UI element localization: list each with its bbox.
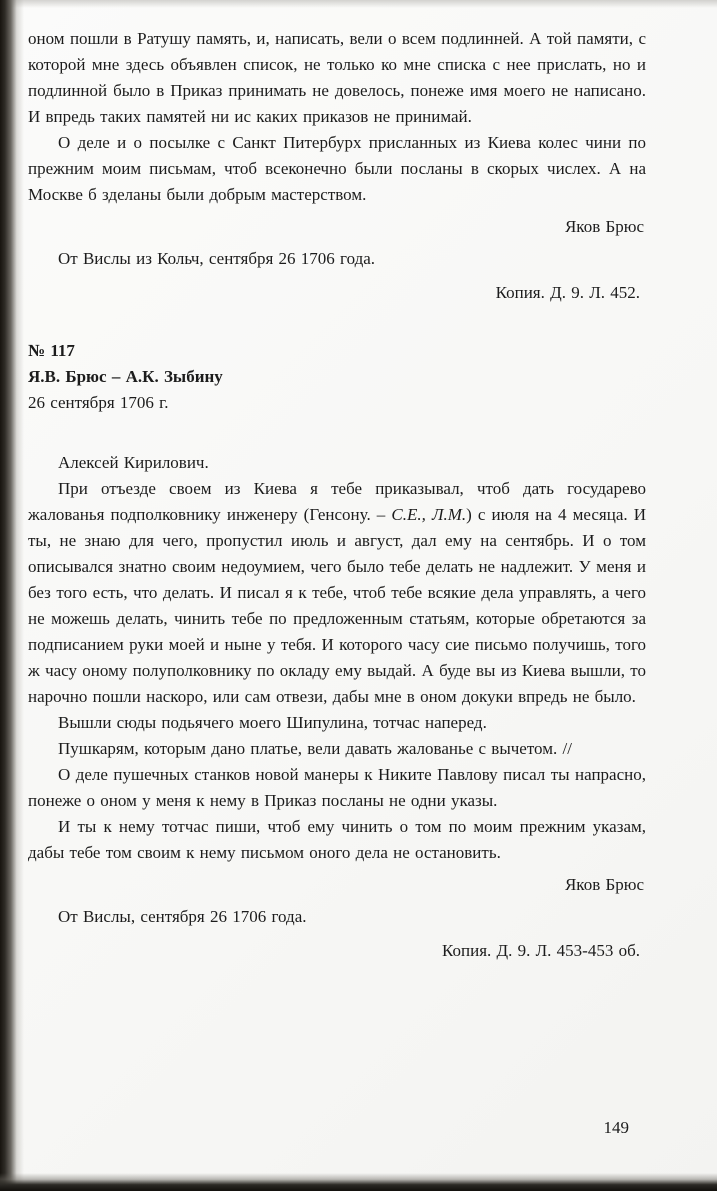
paragraph [28, 476, 646, 710]
paragraph-continuation: оном пошли в Ратушу память, и, написать, вели о всем подлинней. А той памяти, с которой мне здесь объявлен список, не только ко мне списка с нее прислать, но и подлинной было в Приказ принимать не довелось, понеже имя моего не написано. И впредь таких памятей ни ис каких приказов не принимай. [28, 29, 646, 126]
signature: Яков Брюс [564, 875, 644, 894]
paragraph: О деле и о посылке с Санкт Питербурх присланных из Киева колес чини по прежним моим письмам, чтоб всеконечно были посланы в скорых числех. А на Москве б зделаны были добрым мастерством. [28, 133, 646, 204]
paragraph: Вышли сюды подьячего моего Шипулина, тотчас наперед. [58, 713, 487, 732]
text-fragment: ) с июля на 4 месяца. И ты, не знаю для чего, пропустил июль и август, дал ему на сентябрь. И о том описывался знатно своим недоумием, чего было тебе делать не надлежит. У меня и без того есть, что делать. И писал я к тебе, чтоб тебе всякие дела управлять, а чего не можешь делать, чинить тебе по предложенным статьям, которые обретаются за подписанием руки моей и ныне у тебя. И которого часу сие письмо получишь, того ж часу оному полуполковнику по окладу ему выдай. А буде вы из Киева вышли, то нарочно пошли наскоро, или сам отвези, дабы мне в оном докуки впредь не было. [28, 505, 646, 706]
letter-number: № 117 [28, 341, 75, 360]
scan-edge-left [0, 0, 24, 1191]
letter-heading [28, 338, 646, 416]
dateline: От Вислы, сентября 26 1706 года. [58, 907, 307, 926]
scan-edge-top [0, 0, 717, 8]
salutation: Алексей Кирилович. [58, 453, 209, 472]
page-text-block [28, 26, 646, 964]
letter-title: Я.В. Брюс – А.К. Зыбину [28, 367, 223, 386]
page-number: 149 [603, 1118, 629, 1137]
editorial-note-italic: С.Е., Л.М. [391, 505, 467, 524]
archive-reference: Копия. Д. 9. Л. 453-453 об. [442, 941, 640, 960]
dateline: От Вислы из Кольч, сентября 26 1706 года. [58, 249, 376, 268]
paragraph: Пушкарям, которым дано платье, вели давать жалованье с вычетом. // [58, 739, 572, 758]
text-fragment: При отъезде своем из Киева я тебе приказывал, чтоб дать государево жалованья подполковнику инженеру (Генсону. – [28, 479, 646, 524]
scan-edge-bottom [0, 1173, 717, 1191]
letter-date: 26 сентября 1706 г. [28, 393, 169, 412]
signature: Яков Брюс [564, 217, 644, 236]
paragraph: И ты к нему тотчас пиши, чтоб ему чинить о том по моим прежним указам, дабы тебе том своим к нему письмом оного дела не остановить. [28, 817, 646, 862]
paragraph: О деле пушечных станков новой манеры к Никите Павлову писал ты напрасно, понеже о оном у меня к нему в Приказ посланы не одни указы. [28, 765, 646, 810]
archive-reference: Копия. Д. 9. Л. 452. [495, 283, 640, 302]
